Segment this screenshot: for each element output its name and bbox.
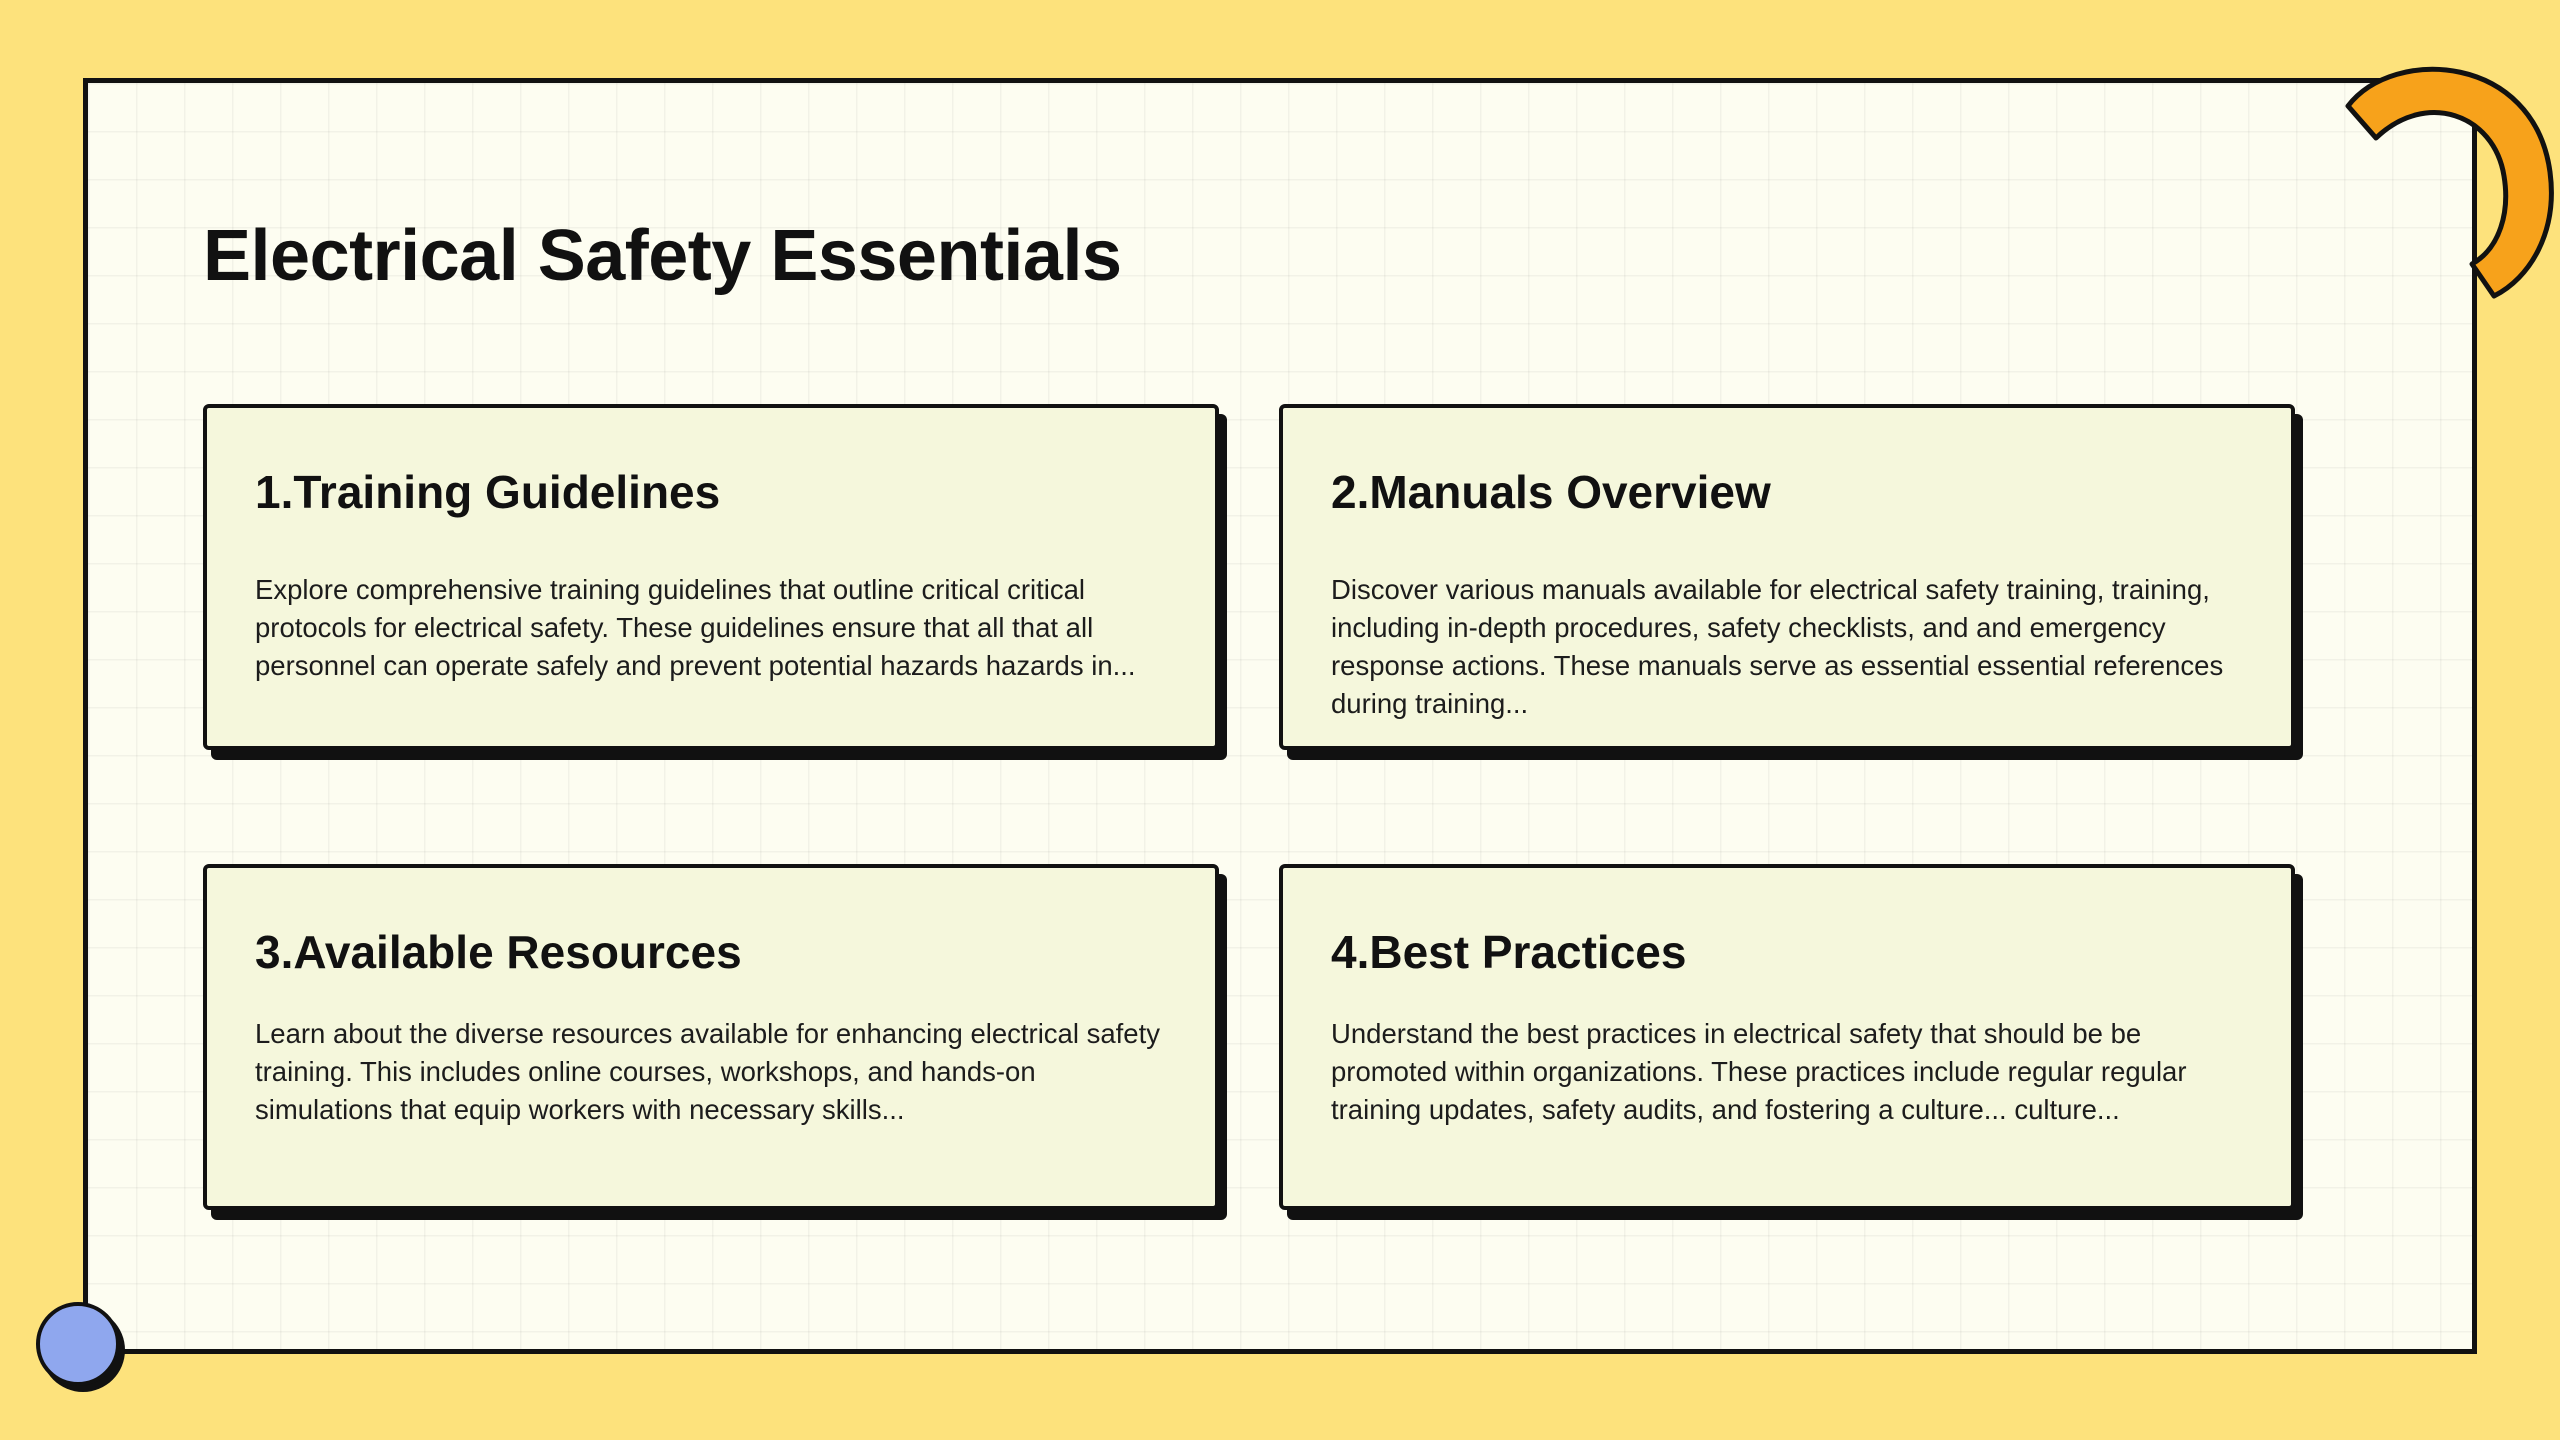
card-best-practices [1279,864,2295,1210]
orange-arc-decoration [2334,52,2560,302]
card-title: 1.Training Guidelines [255,466,721,518]
card-body: Discover various manuals available for electrical safety training, training, including in-depth procedures, safety checklists, and and emergency response actions. These manuals serve as essential essential references during training... [1331,573,2224,719]
slide-title: Electrical Safety Essentials [203,216,1122,296]
card-title: 2.Manuals Overview [1331,466,1771,518]
blue-circle-decoration [36,1302,120,1386]
card-available-resources [203,864,1219,1210]
card-title: 4.Best Practices [1331,926,1687,978]
card-body: Explore comprehensive training guidelines that outline critical critical protocols for electrical safety. These guidelines ensure that all that all personnel can operate safely and prevent potential hazards hazards in... [255,573,1136,681]
card-body: Understand the best practices in electrical safety that should be be promoted within organizations. These practices include regular regular training updates, safety audits, and fostering a culture... culture... [1331,1017,2187,1125]
card-training-guidelines [203,404,1219,750]
card-body: Learn about the diverse resources available for enhancing electrical safety training. This includes online courses, workshops, and hands-on simulations that equip workers with necessary skills... [255,1017,1160,1125]
card-title: 3.Available Resources [255,926,742,978]
card-manuals-overview [1279,404,2295,750]
